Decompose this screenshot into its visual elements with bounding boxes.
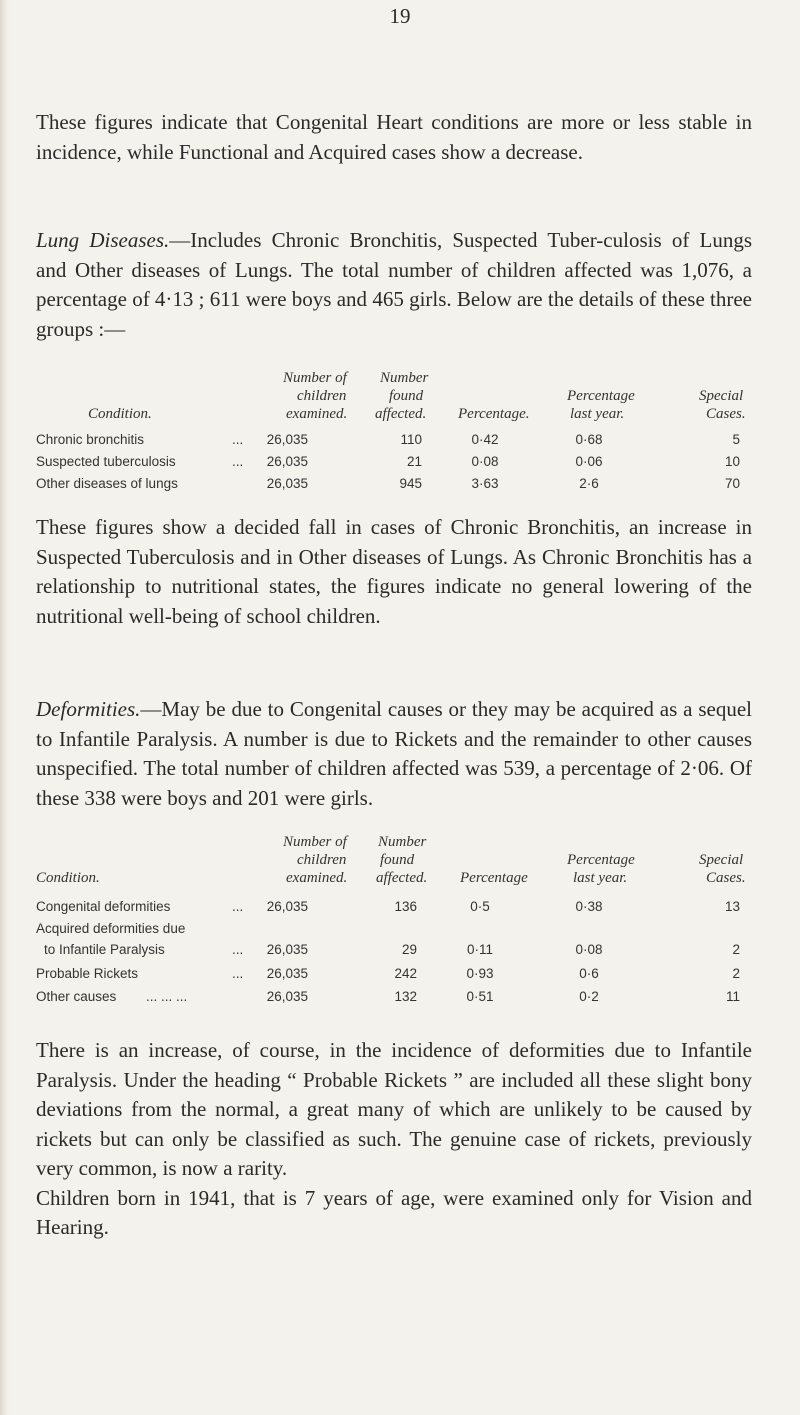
row-examined: 26,035 [266,966,308,981]
row-affected: 29 [401,942,417,957]
row-special: 70 [724,476,740,491]
row-condition: Other causes [36,989,117,1004]
paragraph-lung-diseases [36,226,752,344]
header-affected-line1: Number [378,834,427,850]
paragraph-heart-conditions: These figures indicate that Congenital Heart conditions are more or less stable in incidence, while Functional and Acquired cases show a decrease. [36,110,752,164]
page-binding-shadow [0,0,10,1415]
row-condition: Congenital deformities [36,899,171,914]
vision-hearing-text: Children born in 1941, that is 7 years of age, were examined only for Vision and Hearing. [36,1185,752,1239]
row-percentage: 0·11 [466,942,494,957]
row-percentage: 3·63 [471,476,499,491]
paragraph-deformities [36,695,752,813]
header-last-year-line2: last year. [573,870,628,886]
row-examined: 26,035 [266,899,308,914]
row-condition: Chronic bronchitis [36,432,145,447]
header-affected-line3: affected. [376,870,428,886]
row-affected: 132 [394,989,417,1004]
row-percentage: 0·08 [471,454,499,469]
header-percentage: Percentage [460,870,528,886]
header-examined-line1: Number of [283,834,347,850]
row-percentage: 0·42 [471,432,499,447]
lung-diseases-text: —Includes Chronic Bronchitis, Suspected Tuber-culosis of Lungs and Other diseases of Lungs. The total number of children affected was 1,076, a percentage of 4·13 ; 611 were boys and 465 girls. Below are the details of these three groups :— [36,228,752,341]
header-last-year-line2: last year. [570,406,625,422]
row-examined: 26,035 [266,432,308,447]
row-last-year: 0·38 [575,899,603,914]
header-last-year-line1: Percentage [567,852,635,868]
row-examined: 26,035 [266,454,308,469]
row-condition: Suspected tuberculosis [36,454,176,469]
row-last-year: 0·2 [579,989,599,1004]
row-special: 11 [725,989,740,1004]
row-special: 13 [724,899,740,914]
header-affected-line2: found [389,388,424,404]
header-condition: Condition. [88,406,152,422]
header-special-line1: Special [699,852,744,868]
header-percentage: Percentage. [458,406,530,422]
header-special-line2: Cases. [706,870,746,886]
page-number: 19 [389,4,411,28]
row-affected: 242 [394,966,417,981]
row-special: 5 [732,432,740,447]
header-examined-line1: Number of [283,370,347,386]
row-dots: ... [232,899,244,914]
row-dots: ... [232,966,244,981]
row-condition: Other diseases of lungs [36,476,178,491]
row-last-year: 2·6 [579,476,599,491]
header-examined-line3: examined. [286,870,348,886]
row-affected: 136 [394,899,417,914]
row-affected: 21 [406,454,422,469]
row-condition: Probable Rickets [36,966,139,981]
row-dots: ... [232,432,244,447]
deformities-text: —May be due to Congenital causes or they may be acquired as a sequel to Infantile Paralysis. A number is due to Rickets and the remainder to other causes unspecified. The total number of children affected was 539, a percentage of 2·06. Of these 338 were boys and 201 were girls. [36,697,752,810]
header-affected-line2: found [380,852,415,868]
paragraph-rickets [36,1036,752,1243]
header-special-line1: Special [699,388,744,404]
row-condition: Acquired deformities due [36,921,186,936]
header-last-year-line1: Percentage [567,388,635,404]
row-condition-line2: to Infantile Paralysis [44,942,165,957]
row-percentage: 0·5 [470,899,490,914]
row-percentage: 0·51 [466,989,494,1004]
row-affected: 110 [400,432,422,447]
row-special: 2 [732,966,740,981]
heading-deformities: Deformities. [36,697,141,721]
row-last-year: 0·06 [575,454,603,469]
header-examined-line3: examined. [286,406,348,422]
row-percentage: 0·93 [466,966,494,981]
rickets-text: There is an increase, of course, in the incidence of deformities due to Infantile Paralysis. Under the heading “ Probable Rickets ” are included all these slight bony deviations from the normal, a great many of which are unlikely to be caused by rickets but can only be classified as such. The genuine case of rickets, previously very common, is now a rarity. [36,1038,752,1180]
row-affected: 945 [399,476,422,491]
row-special: 10 [724,454,740,469]
row-examined: 26,035 [266,476,308,491]
row-special: 2 [732,942,740,957]
header-affected-line3: affected. [375,406,427,422]
row-last-year: 0·08 [575,942,603,957]
header-examined-line2: children [297,852,347,868]
row-examined: 26,035 [266,942,308,957]
row-dots: ... ... ... [146,989,188,1004]
row-examined: 26,035 [266,989,308,1004]
paragraph-lung-figures: These figures show a decided fall in cases of Chronic Bronchitis, an increase in Suspected Tuberculosis and in Other diseases of Lungs. As Chronic Bronchitis has a relationship to nutritional states, the figures indicate no general lowering of the nutritional well-being of school children. [36,515,752,628]
row-dots: ... [232,942,244,957]
header-affected-line1: Number [380,370,429,386]
header-condition: Condition. [36,870,100,886]
row-last-year: 0·6 [579,966,599,981]
header-examined-line2: children [297,388,347,404]
row-last-year: 0·68 [575,432,603,447]
heading-lung-diseases: Lung Diseases. [36,228,170,252]
row-dots: ... [232,454,244,469]
header-special-line2: Cases. [706,406,746,422]
